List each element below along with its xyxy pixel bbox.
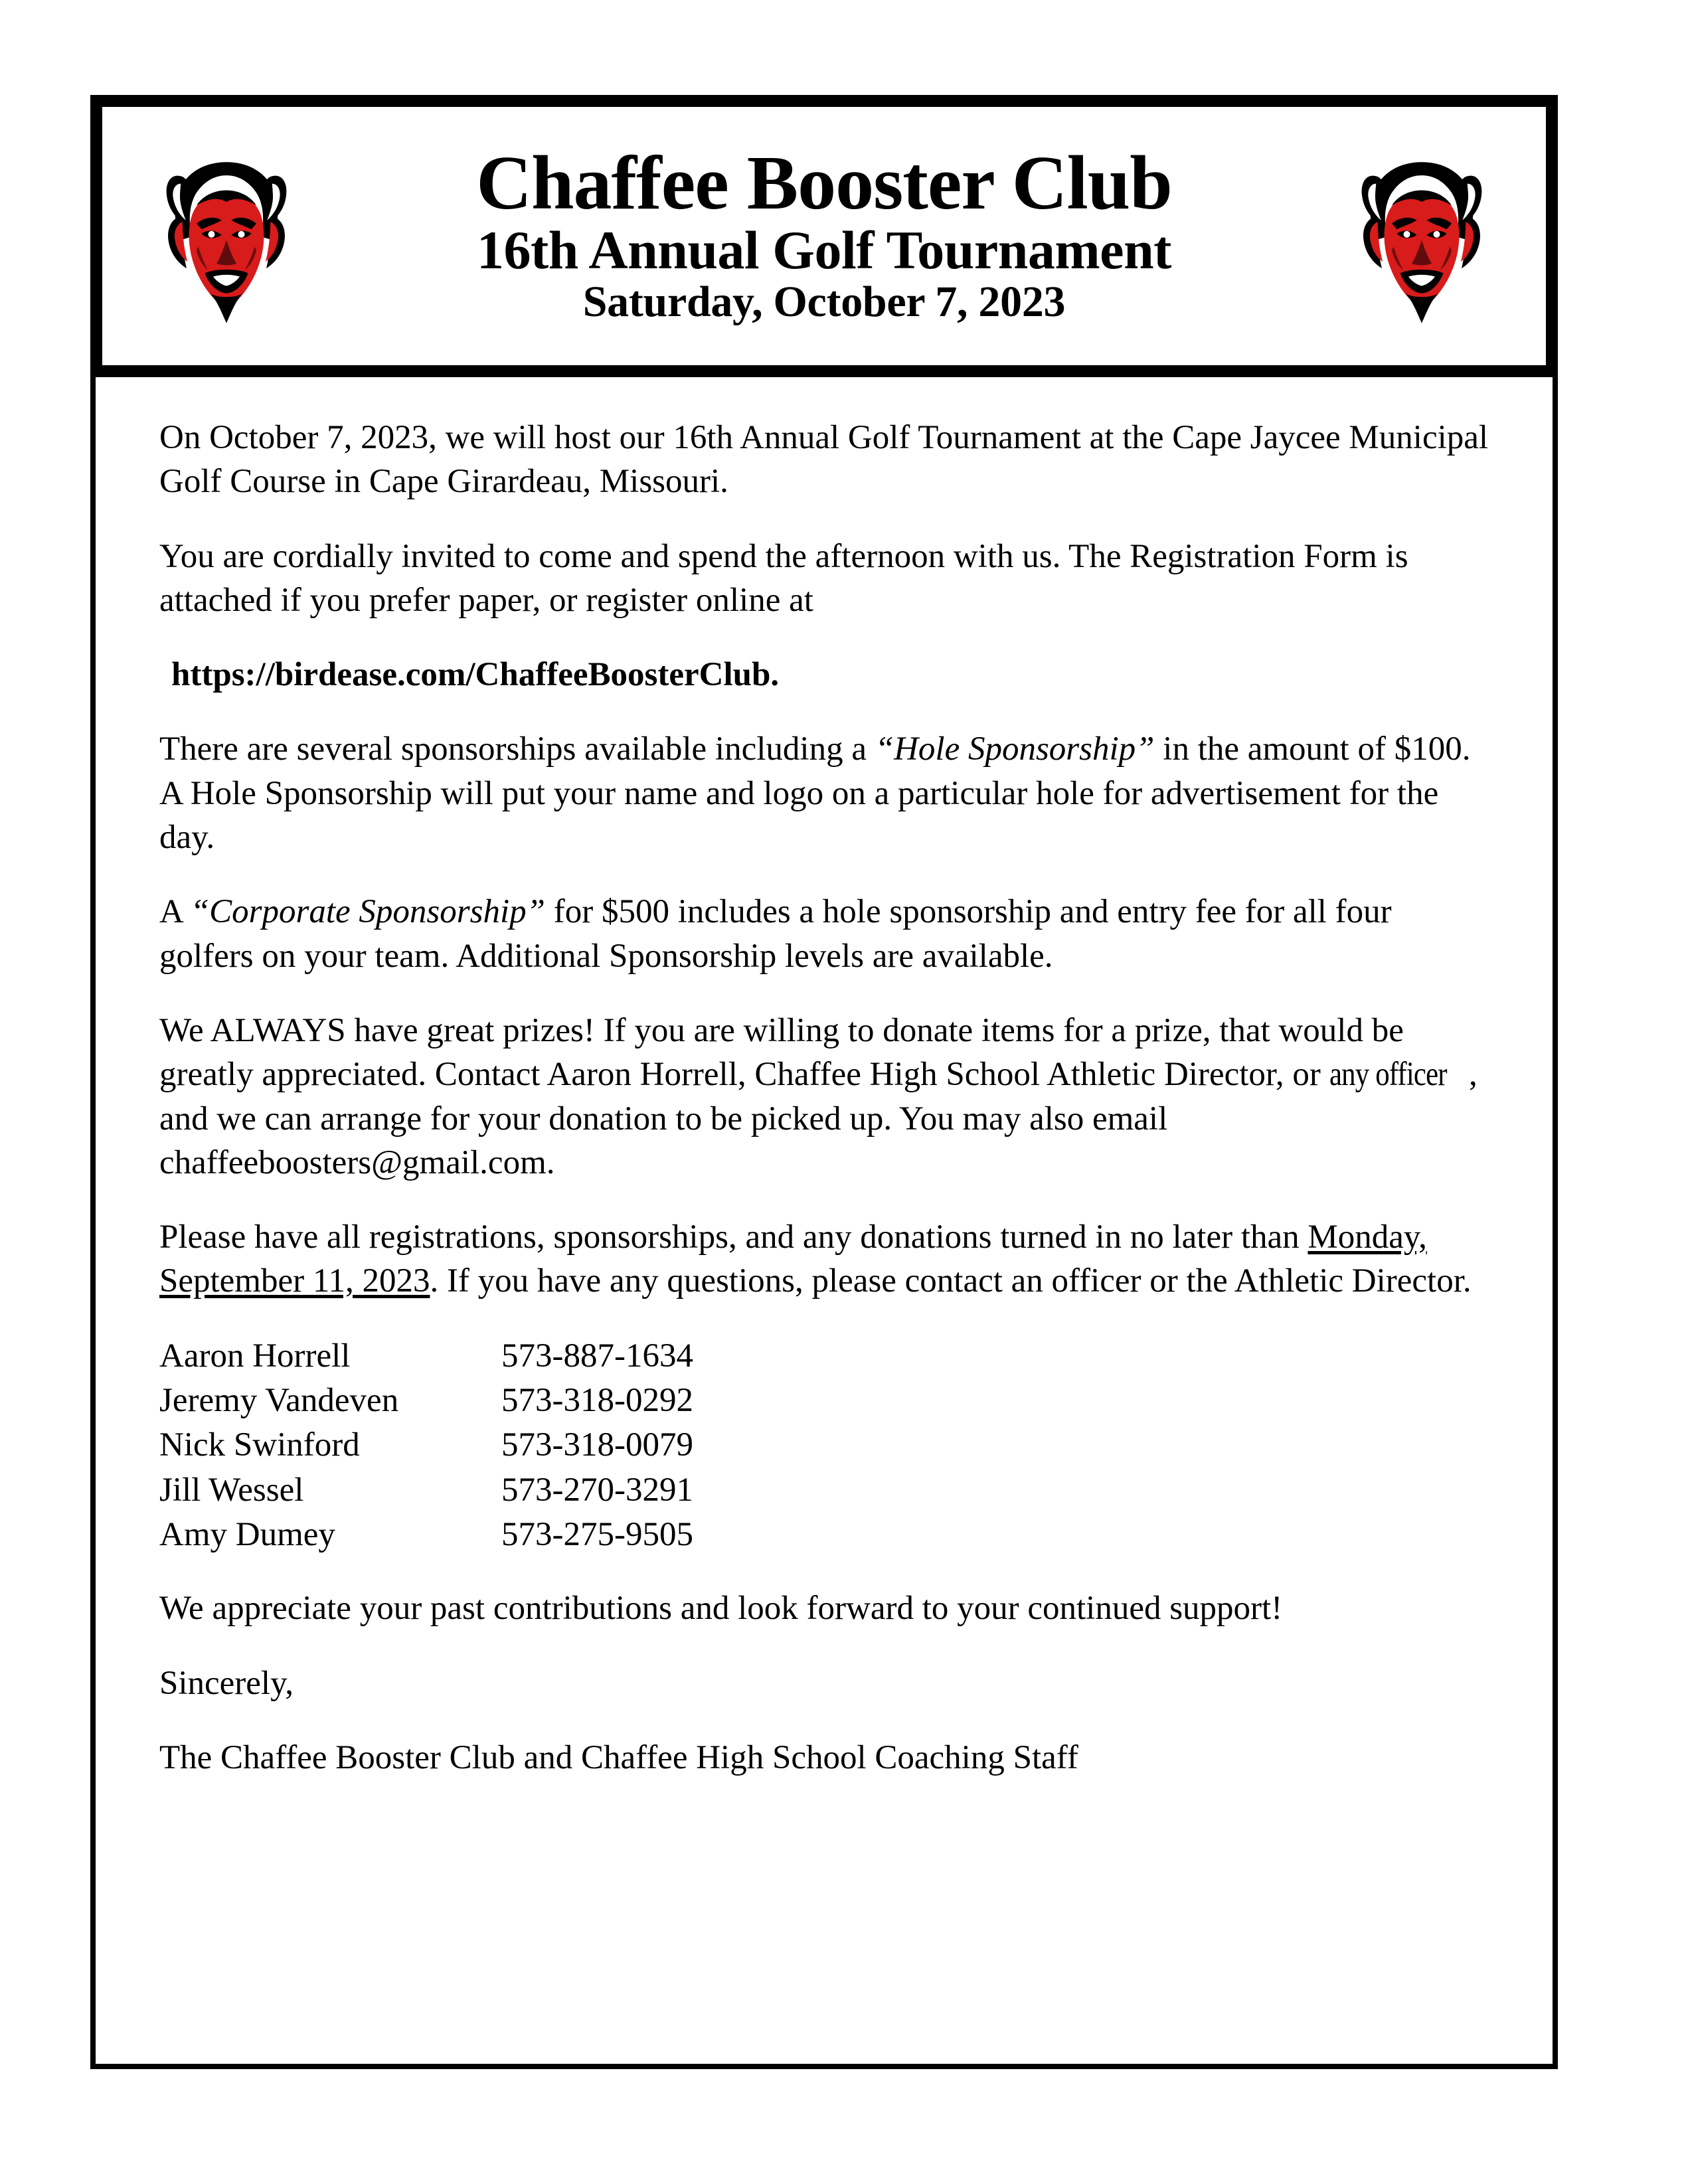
corporate-sponsorship-emphasis: “Corporate Sponsorship” [190,893,545,931]
officer-contact-list [159,1334,1489,1558]
contact-row [159,1423,1489,1468]
prizes-paragraph [159,1009,1489,1185]
contact-name: Jill Wessel [159,1471,304,1509]
contact-name: Amy Dumey [159,1516,335,1553]
hole-sponsorship-paragraph [159,727,1489,859]
header-banner [90,95,1558,377]
signature-line: The Chaffee Booster Club and Chaffee High School Coaching Staff [159,1738,1078,1776]
contact-phone: 573-887-1634 [501,1337,693,1375]
contact-name: Jeremy Vandeven [159,1382,399,1420]
red-devil-mascot-icon [1339,147,1505,326]
hole-sponsorship-lead: There are several sponsorships available including a [159,730,875,768]
event-date: Saturday, October 7, 2023 [582,277,1066,326]
corporate-sponsorship-tail: for $500 includes a hole sponsorship and entry fee for all four golfers on your team. Additional Sponsorship levels are available. [159,893,1392,975]
page-title: Chaffee Booster Club [476,140,1172,226]
hole-sponsorship-tail: in the amount of $100. A Hole Sponsorship will put your name and logo on a particular hole for advertisement for the day. [159,730,1471,857]
event-title: 16th Annual Golf Tournament [477,219,1171,280]
contact-row [159,1379,1489,1423]
contact-row [159,1513,1489,1557]
registration-url[interactable]: https://birdease.com/ChaffeeBoosterClub. [171,656,780,694]
contact-phone: 573-318-0079 [501,1426,693,1464]
appreciation-paragraph: We appreciate your past contributions and look forward to your continued support! [159,1590,1283,1628]
contact-row [159,1468,1489,1513]
contact-name: Nick Swinford [159,1426,360,1464]
corporate-sponsorship-lead: A [159,893,191,931]
contact-phone: 573-275-9505 [501,1516,693,1553]
red-devil-mascot-icon [143,147,309,326]
deadline-text-part2: . If you have any questions, please contact an officer or the Athletic Director. [430,1262,1472,1300]
invitation-paragraph: You are cordially invited to come and spend the afternoon with us. The Registration Form is attached if you prefer paper, or register online at [159,537,1408,619]
contact-phone: 573-270-3291 [501,1471,693,1509]
hole-sponsorship-emphasis: “Hole Sponsorship” [875,730,1155,768]
deadline-date: Monday, September 11, 2023 [159,1218,1427,1300]
intro-paragraph: On October 7, 2023, we will host our 16th Annual Golf Tournament at the Cape Jaycee Municipal Golf Course in Cape Girardeau, Missouri. [159,419,1489,501]
deadline-paragraph [159,1215,1489,1303]
any-officer-text: any officer [1329,1056,1447,1094]
contact-name: Aaron Horrell [159,1337,351,1375]
contact-phone: 573-318-0292 [501,1382,693,1420]
sincerely-line: Sincerely, [159,1664,294,1702]
prizes-text-part1: We ALWAYS have great prizes! If you are willing to donate items for a prize, that would be greatly appreciated. Contact Aaron Horrell, Chaffee High School Athletic Director, or [159,1011,1404,1094]
header-title-group [309,140,1339,328]
corporate-sponsorship-paragraph [159,890,1489,978]
prizes-text-part2: , and we can arrange for your donation to be picked up. You may also email chaffeeboosters@gmail.com. [159,1056,1477,1181]
contact-row [159,1334,1489,1379]
deadline-text-part1: Please have all registrations, sponsorships, and any donations turned in no later than [159,1218,1308,1256]
letter-body [90,377,1558,2069]
